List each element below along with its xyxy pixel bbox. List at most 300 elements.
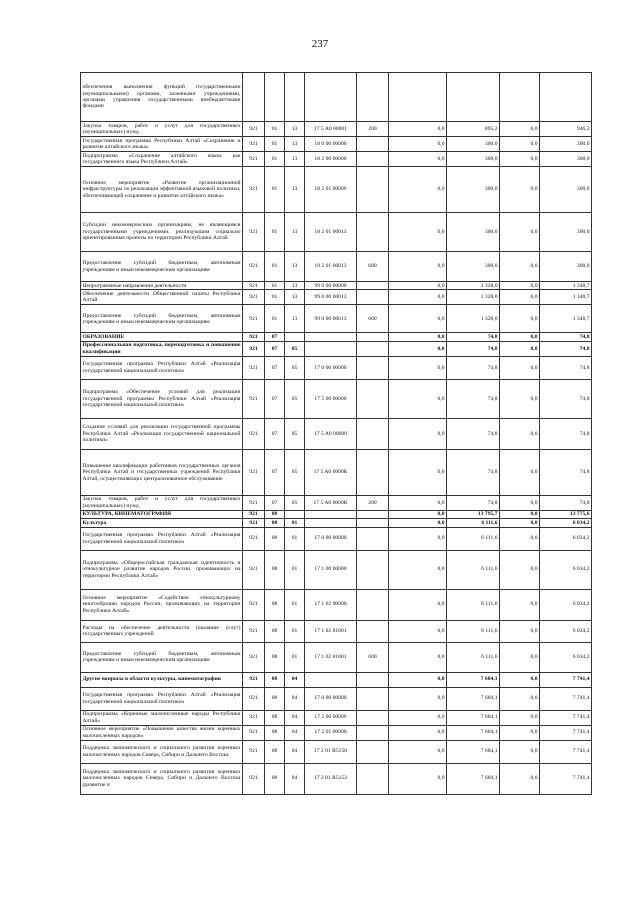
admin-code: 921 [243,305,265,333]
section-code: 08 [265,763,285,794]
target-article-code: 18 0 00 00000 [305,137,357,152]
table-row [81,379,592,418]
subsection-code: 13 [285,252,305,282]
subsection-code: 04 [285,725,305,740]
admin-code: 921 [243,213,265,252]
section-code: 01 [265,213,285,252]
subsection-code: 01 [285,620,305,642]
table-row [81,122,592,137]
expense-type-code: 600 [357,252,389,282]
expense-type-code [357,710,389,725]
amount-col-3: 0,0 [500,710,540,725]
table-row [81,333,592,341]
amount-col-4: 7 741,4 [540,710,592,725]
expense-type-code [357,527,389,550]
subsection-code: 05 [285,418,305,449]
admin-code: 921 [243,290,265,305]
expense-type-code: 200 [357,495,389,510]
section-code: 08 [265,710,285,725]
amount-col-2: 7 684,1 [447,725,500,740]
amount-col-2: 7 684,1 [447,763,500,794]
subsection-code: 04 [285,672,305,687]
row-description: Основное мероприятие «Развитие организационной инфраструктуры по реализации эффективной языковой политики, обеспечивающей сохранение и развитие алтайского языка» [81,167,243,213]
row-description: обеспечения выполнения функций государственными (муниципальными) органами, казенными учреждениями, органами управления государственными внебюджетными фондами [81,73,243,122]
table-row [81,137,592,152]
amount-col-1: 0,0 [389,449,447,495]
amount-col-4: 7 741,4 [540,763,592,794]
expense-type-code [357,290,389,305]
amount-col-1: 0,0 [389,589,447,620]
amount-col-2: 7 684,1 [447,687,500,710]
amount-col-1: 0,0 [389,725,447,740]
amount-col-2: 13 795,7 [447,510,500,518]
subsection-code [285,73,305,122]
amount-col-4: 74,8 [540,341,592,356]
table-row [81,341,592,356]
admin-code: 921 [243,589,265,620]
table-row [81,710,592,725]
amount-col-3: 0,0 [500,642,540,672]
table-row [81,763,592,794]
amount-col-2: 895,2 [447,122,500,137]
row-description: Государственная программа Республики Алтай «Реализация государственной национальной политики» [81,356,243,379]
admin-code: 921 [243,740,265,763]
amount-col-3: 0,0 [500,725,540,740]
target-article-code: 17 2 01 R5152 [305,763,357,794]
target-article-code: 17 2 01 R5150 [305,740,357,763]
subsection-code: 13 [285,305,305,333]
row-description: Поддержка экономического и социального развития коренных малочисленных народов Севера, Сибири и Дальнего Востока (развитие и [81,763,243,794]
subsection-code: 01 [285,589,305,620]
amount-col-2: 74,8 [447,449,500,495]
expense-type-code: 200 [357,122,389,137]
expense-type-code [357,167,389,213]
amount-col-1: 0,0 [389,418,447,449]
table-row [81,725,592,740]
amount-col-3: 0,0 [500,418,540,449]
row-description: Поддержка экономического и социального развития коренных малочисленных народов Севера, Сибири и Дальнего Востока [81,740,243,763]
target-article-code [305,519,357,527]
target-article-code: 17 0 00 00000 [305,527,357,550]
amount-col-4: 6 034,2 [540,527,592,550]
table-row [81,527,592,550]
amount-col-2: 74,8 [447,341,500,356]
table-row [81,213,592,252]
admin-code: 921 [243,137,265,152]
admin-code: 921 [243,687,265,710]
expense-type-code [357,510,389,518]
amount-col-3: 0,0 [500,252,540,282]
expense-type-code [357,672,389,687]
admin-code: 921 [243,418,265,449]
subsection-code: 05 [285,379,305,418]
amount-col-2: 1 328,0 [447,282,500,290]
expense-type-code [357,333,389,341]
amount-col-4: 6 034,2 [540,550,592,589]
subsection-code: 01 [285,519,305,527]
amount-col-2: 1 328,0 [447,305,500,333]
row-description: Государственная программа Республики Алтай «Реализация государственной национальной политики» [81,687,243,710]
table-row [81,290,592,305]
subsection-code [285,510,305,518]
section-code: 08 [265,550,285,589]
page-number: 237 [311,38,329,50]
amount-col-4: 74,8 [540,418,592,449]
section-code: 07 [265,418,285,449]
table-row [81,687,592,710]
amount-col-2: 6 111,6 [447,642,500,672]
target-article-code: 17 2 01 00000 [305,725,357,740]
admin-code: 921 [243,449,265,495]
amount-col-4: 6 034,2 [540,620,592,642]
table-row [81,252,592,282]
section-code: 07 [265,356,285,379]
target-article-code: 17 1 02 81001 [305,642,357,672]
subsection-code: 13 [285,152,305,167]
amount-col-2: 300,0 [447,252,500,282]
amount-col-4: 13 775,6 [540,510,592,518]
admin-code: 921 [243,527,265,550]
subsection-code: 13 [285,213,305,252]
amount-col-3: 0,0 [500,672,540,687]
target-article-code: 17 1 00 00000 [305,550,357,589]
target-article-code: 18 2 01 60013 [305,213,357,252]
amount-col-4: 1 348,7 [540,290,592,305]
amount-col-4: 300,0 [540,213,592,252]
target-article-code: 17 5 A0 0000К [305,449,357,495]
expense-type-code [357,213,389,252]
table-row [81,740,592,763]
expense-type-code [357,341,389,356]
expense-type-code [357,449,389,495]
amount-col-3: 0,0 [500,510,540,518]
target-article-code: 99 0 00 00000 [305,282,357,290]
subsection-code: 04 [285,710,305,725]
section-code: 08 [265,725,285,740]
amount-col-1: 0,0 [389,642,447,672]
expense-type-code: 600 [357,305,389,333]
row-description: Основное мероприятие «Повышение качества жизни коренных малочисленных народов» [82,726,241,739]
amount-col-4: 7 741,4 [540,725,592,740]
subsection-code: 05 [285,495,305,510]
target-article-code [305,341,357,356]
row-description: Основное мероприятие «Содействие этнокультурному многообразию народов России, проживающих на территории Республики Алтай» [81,589,243,620]
section-code: 08 [265,510,285,518]
target-article-code: 17 5 A0 00000 [305,418,357,449]
section-code: 08 [265,672,285,687]
target-article-code: 99 0 00 00013 [305,290,357,305]
row-description: Субсидии некоммерческим организациям, не являющимся государственными учреждениями, реализующим социально ориентированные проекты на территории Республики Алтай [81,213,243,252]
amount-col-4: 300,0 [540,167,592,213]
target-article-code [305,672,357,687]
row-description: Государственная программа Республики Алтай «Сохранение и развитие алтайского языка» [82,137,241,150]
amount-col-1: 0,0 [389,137,447,152]
amount-col-1: 0,0 [389,510,447,518]
expense-type-code [357,763,389,794]
row-description: Другие вопросы в области культуры, кинематографии [81,672,243,687]
amount-col-4: 74,8 [540,356,592,379]
subsection-code: 01 [285,550,305,589]
row-description: Обеспечение деятельности Общественной палаты Республики Алтай [82,291,241,304]
amount-col-3: 0,0 [500,167,540,213]
subsection-code: 04 [285,740,305,763]
admin-code: 921 [243,710,265,725]
amount-col-2: 300,0 [447,137,500,152]
amount-col-2: 300,0 [447,152,500,167]
admin-code: 921 [243,356,265,379]
amount-col-2: 7 684,1 [447,672,500,687]
row-description: Подпрограмма «Общероссийская гражданская идентичность и этнокультурное развитие народов России, проживающих на территории Республики Алтай» [81,550,243,589]
amount-col-3: 0,0 [500,290,540,305]
amount-col-2 [447,73,500,122]
row-description: Закупка товаров, работ и услуг для государственных (муниципальных) нужд [82,122,241,135]
row-description: КУЛЬТУРА, КИНЕМАТОГРАФИЯ [81,510,243,518]
amount-col-3: 0,0 [500,763,540,794]
row-description: Предоставление субсидий бюджетным, автономным учреждениям и иным некоммерческим организациям [81,252,243,282]
section-code: 01 [265,137,285,152]
amount-col-3: 0,0 [500,527,540,550]
section-code [265,73,285,122]
expense-type-code [357,282,389,290]
amount-col-2: 300,0 [447,167,500,213]
amount-col-1: 0,0 [389,687,447,710]
table-row [81,672,592,687]
admin-code: 921 [243,495,265,510]
section-code: 07 [265,333,285,341]
section-code: 08 [265,589,285,620]
expense-type-code [357,137,389,152]
row-description: Закупка товаров, работ и услуг для государственных (муниципальных) нужд [82,496,241,509]
table-row [81,589,592,620]
section-code: 08 [265,687,285,710]
amount-col-3: 0,0 [500,152,540,167]
table-row [81,449,592,495]
amount-col-1: 0,0 [389,152,447,167]
amount-col-2: 6 111,6 [447,589,500,620]
admin-code: 921 [243,725,265,740]
amount-col-3: 0,0 [500,122,540,137]
amount-col-1: 0,0 [389,305,447,333]
amount-col-3: 0,0 [500,282,540,290]
amount-col-1: 0,0 [389,740,447,763]
amount-col-4: 300,0 [540,152,592,167]
amount-col-3: 0,0 [500,740,540,763]
target-article-code: 17 1 02 00000 [305,589,357,620]
target-article-code: 18 2 00 00000 [305,152,357,167]
admin-code: 921 [243,122,265,137]
subsection-code: 04 [285,687,305,710]
section-code: 07 [265,495,285,510]
table-row [81,510,592,518]
section-code: 01 [265,152,285,167]
subsection-code: 05 [285,341,305,356]
admin-code: 921 [243,642,265,672]
admin-code: 921 [243,152,265,167]
amount-col-2: 74,8 [447,495,500,510]
section-code: 01 [265,167,285,213]
target-article-code [305,73,357,122]
subsection-code: 04 [285,763,305,794]
amount-col-1: 0,0 [389,495,447,510]
target-article-code: 18 2 01 60013 [305,252,357,282]
amount-col-3: 0,0 [500,137,540,152]
amount-col-4: 74,8 [540,495,592,510]
subsection-code: 05 [285,356,305,379]
amount-col-1: 0,0 [389,282,447,290]
table-row [81,305,592,333]
amount-col-1: 0,0 [389,122,447,137]
amount-col-4: 7 741,4 [540,740,592,763]
amount-col-4: 1 348,7 [540,282,592,290]
amount-col-3: 0,0 [500,213,540,252]
section-code: 01 [265,252,285,282]
amount-col-2: 6 111,6 [447,527,500,550]
amount-col-2: 74,8 [447,356,500,379]
amount-col-3: 0,0 [500,620,540,642]
subsection-code [285,333,305,341]
amount-col-1: 0,0 [389,550,447,589]
expense-type-code [357,589,389,620]
section-code: 08 [265,620,285,642]
target-article-code: 17 5 A0 00001 [305,122,357,137]
expense-type-code [357,620,389,642]
subsection-code: 13 [285,290,305,305]
amount-col-1: 0,0 [389,333,447,341]
expense-type-code [357,687,389,710]
table-row [81,550,592,589]
expense-type-code [357,356,389,379]
table-row [81,519,592,527]
amount-col-4: 7 741,4 [540,687,592,710]
amount-col-2: 74,8 [447,418,500,449]
table-row [81,73,592,122]
section-code: 07 [265,341,285,356]
amount-col-4: 74,8 [540,379,592,418]
target-article-code: 17 2 00 00000 [305,710,357,725]
amount-col-4: 300,0 [540,252,592,282]
amount-col-2: 7 684,1 [447,740,500,763]
amount-col-3: 0,0 [500,379,540,418]
amount-col-4: 6 034,2 [540,519,592,527]
admin-code: 921 [243,341,265,356]
amount-col-2: 7 684,1 [447,710,500,725]
amount-col-2: 6 111,6 [447,550,500,589]
amount-col-1: 0,0 [389,252,447,282]
table-row [81,282,592,290]
amount-col-3: 0,0 [500,305,540,333]
admin-code: 921 [243,167,265,213]
subsection-code: 13 [285,282,305,290]
row-description: Подпрограмма «Коренные малочисленные народы Республики Алтай» [82,711,241,724]
amount-col-1: 0,0 [389,379,447,418]
amount-col-1 [389,73,447,122]
admin-code: 921 [243,763,265,794]
section-code: 07 [265,379,285,418]
amount-col-4: 6 034,2 [540,642,592,672]
admin-code: 921 [243,510,265,518]
amount-col-3: 0,0 [500,333,540,341]
amount-col-1: 0,0 [389,527,447,550]
section-code: 07 [265,449,285,495]
table-row [81,167,592,213]
row-description: Повышение квалификации работников государственных органов Республики Алтай и государственных учреждений Республики Алтай, осуществляющих централизованное обслуживание [81,449,243,495]
row-description: Подпрограмма «Обеспечение условий для реализации государственной программы Республики Алтай «Реализация государственной национальной политики» [81,379,243,418]
amount-col-2: 6 111,6 [447,620,500,642]
amount-col-3: 0,0 [500,449,540,495]
admin-code: 921 [243,620,265,642]
row-description: Предоставление субсидий бюджетным, автономным учреждениям и иным некоммерческим организациям [81,642,243,672]
admin-code: 921 [243,282,265,290]
expense-type-code: 600 [357,642,389,672]
amount-col-4: 74,8 [540,333,592,341]
expense-type-code [357,379,389,418]
row-description: Государственная программа Республики Алтай «Реализация государственной национальной политики» [81,527,243,550]
row-description: Расходы на обеспечение деятельности (оказание услуг) государственных учреждений [81,620,243,642]
admin-code: 921 [243,252,265,282]
section-code: 08 [265,519,285,527]
section-code: 08 [265,740,285,763]
amount-col-2: 74,8 [447,333,500,341]
expense-type-code [357,550,389,589]
amount-col-1: 0,0 [389,356,447,379]
target-article-code: 18 2 01 00000 [305,167,357,213]
amount-col-2: 74,8 [447,379,500,418]
section-code: 01 [265,305,285,333]
amount-col-1: 0,0 [389,167,447,213]
subsection-code: 13 [285,137,305,152]
table-row [81,620,592,642]
section-code: 01 [265,290,285,305]
subsection-code: 13 [285,167,305,213]
amount-col-3: 0,0 [500,356,540,379]
table-row [81,418,592,449]
target-article-code: 17 5 A0 0000К [305,495,357,510]
subsection-code: 01 [285,527,305,550]
subsection-code: 05 [285,449,305,495]
expense-type-code [357,519,389,527]
expense-type-code [357,73,389,122]
expense-type-code [357,152,389,167]
row-description: Профессиональная подготовка, переподготовка и повышение квалификации [82,342,241,355]
budget-table [80,72,592,795]
target-article-code: 99 0 00 00013 [305,305,357,333]
section-code: 01 [265,282,285,290]
admin-code [243,73,265,122]
amount-col-1: 0,0 [389,519,447,527]
admin-code: 921 [243,672,265,687]
amount-col-3: 0,0 [500,589,540,620]
expense-type-code [357,725,389,740]
subsection-code: 01 [285,642,305,672]
amount-col-1: 0,0 [389,213,447,252]
section-code: 08 [265,642,285,672]
section-code: 01 [265,122,285,137]
amount-col-4: 74,8 [540,449,592,495]
amount-col-1: 0,0 [389,341,447,356]
target-article-code: 17 1 02 81001 [305,620,357,642]
amount-col-3: 0,0 [500,550,540,589]
target-article-code: 17 0 00 00000 [305,356,357,379]
table-row [81,152,592,167]
amount-col-3: 0,0 [500,687,540,710]
expense-type-code [357,418,389,449]
target-article-code: 17 0 00 00000 [305,687,357,710]
table-row [81,642,592,672]
amount-col-2: 6 111,6 [447,519,500,527]
amount-col-1: 0,0 [389,672,447,687]
row-description: Культура [81,519,243,527]
target-article-code: 17 5 00 00000 [305,379,357,418]
